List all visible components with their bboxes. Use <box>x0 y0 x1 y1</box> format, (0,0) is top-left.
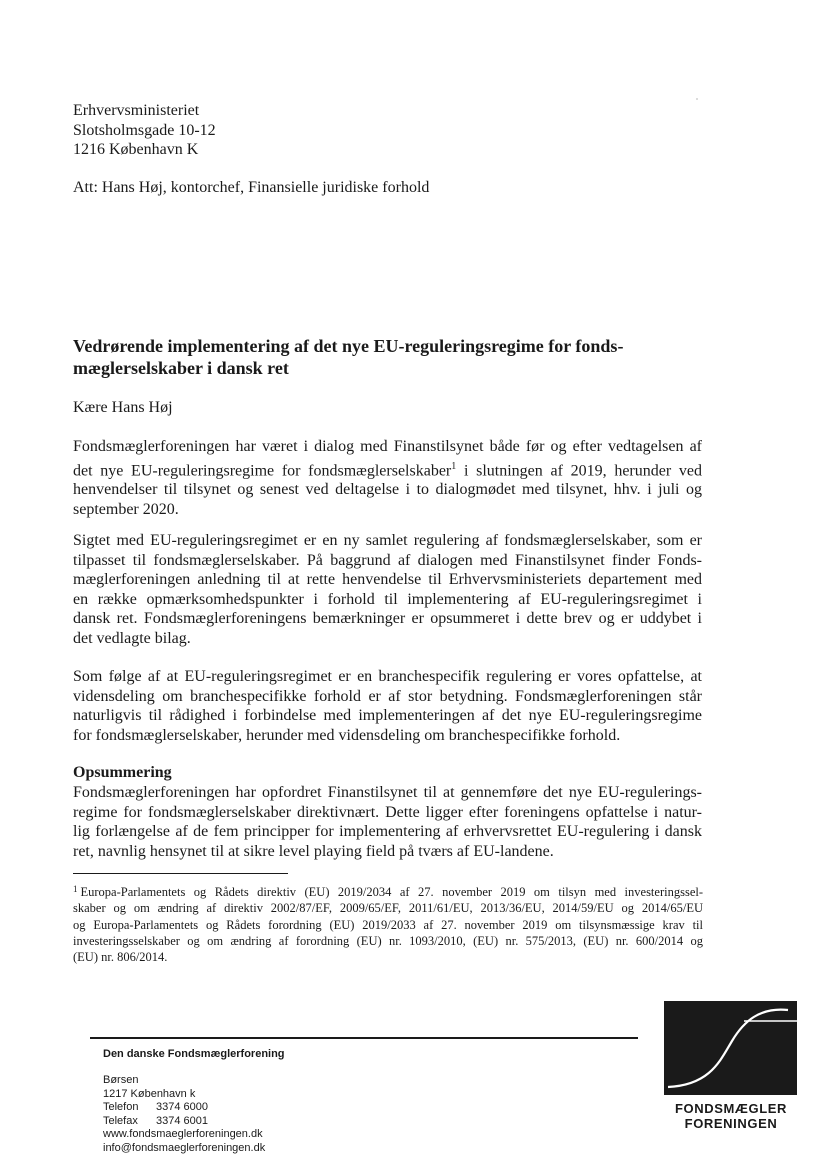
paragraph-line: Fondsmæglerforeningen har opfordret Finanstilsynet til at gennemføre det nye EU-regulerings- <box>73 784 702 801</box>
footer-contact-block <box>103 1074 265 1155</box>
paragraph-line: for fondsmæglerselskaber, herunder med vidensdeling om branchespecifikke forhold. <box>73 726 621 744</box>
paragraph-knowledge-sharing <box>73 667 702 745</box>
paragraph-line: henvendelser til tilsynet og senest ved deltagelse i to dialogmødet med tilsynet, hhv. i juli og <box>73 481 702 499</box>
paragraph-line: regime for fondsmæglerselskaber direktivnært. Dette ligger efter foreningens opfattelse i natur- <box>73 803 702 821</box>
fax-value: 3374 6001 <box>156 1114 208 1127</box>
footnote-line: skaber og om ændring af direktiv 2002/87/EF, 2009/65/EF, 2011/61/EU, 2013/36/EU, 2014/59/EU og 2014/65/EU <box>73 901 703 916</box>
paragraph-line: mæglerforeningen anledning til at rette henvendelse til Erhvervsministeriets departement med <box>73 571 702 588</box>
footnote-line: (EU) nr. 806/2014. <box>73 950 168 965</box>
paragraph-line: en række opmærksomhedspunkter i forhold til implementering af EU-reguleringsregimet i <box>73 590 702 608</box>
paragraph-line: naturligvis til rådighed i forbindelse med implementeringen af det nye EU-reguleringsregime <box>73 707 702 724</box>
footnote <box>73 881 703 965</box>
paragraph-summary <box>73 783 702 861</box>
footnote-line: investeringsselskaber og om ændring af forordning (EU) nr. 1093/2010, (EU) nr. 575/2013, (EU) nr. 600/2014 og <box>73 933 703 948</box>
paragraph-intro <box>73 437 702 519</box>
fondsmaegler-logo-icon <box>664 1001 797 1095</box>
logo-wordmark <box>660 1101 802 1131</box>
paragraph-line: det vedlagte bilag. <box>73 629 191 647</box>
logo-text-line: FONDSMÆGLER <box>674 1101 788 1116</box>
text-before-footnote: det nye EU-reguleringsregime for fondsmæglerselskaber <box>73 461 452 479</box>
paragraph-line: ret, navnlig hensynet til at sikre level playing field på tværs af EU-landene. <box>73 842 554 860</box>
paragraph-line: tilpasset til fondsmæglerselskaber. På baggrund af dialogen med Finanstilsynet finder Fonds- <box>73 551 702 569</box>
salutation: Kære Hans Høj <box>73 399 173 416</box>
footnote-line: og Europa-Parlamentets og Rådets forordning (EU) 2019/2033 af 27. november 2019 om tilsynsmæssige krav til <box>73 917 703 932</box>
phone-label: Telefon <box>103 1101 139 1113</box>
paragraph-line-with-footnote <box>73 457 702 481</box>
footer-email: info@fondsmaeglerforeningen.dk <box>103 1141 266 1154</box>
paragraph-purpose <box>73 531 702 648</box>
text-after-footnote: i slutningen af 2019, herunder ved <box>456 461 703 479</box>
footer-organization-name: Den danske Fondsmæglerforening <box>103 1048 285 1060</box>
scan-speck <box>696 98 698 100</box>
attention-line: Att: Hans Høj, kontorchef, Finansielle juridiske forhold <box>73 179 430 196</box>
footnote-text: Europa-Parlamentets og Rådets direktiv (EU) 2019/2034 af 27. november 2019 om tilsyn med investeringssel- <box>80 885 703 899</box>
paragraph-line: dansk ret. Fondsmæglerforeningens bemærkninger er opsummeret i dette brev og er uddybet i <box>73 610 702 627</box>
phone-value: 3374 6000 <box>156 1101 208 1113</box>
paragraph-line: lig forlængelse af de fem principper for implementering af erhvervsrettet EU-regulering i dansk <box>73 823 702 840</box>
paragraph-line: Som følge af at EU-reguleringsregimet er en branchespecifik regulering er vores opfattelse, at <box>73 668 702 685</box>
footer-phone <box>103 1101 265 1115</box>
footer-address-line: 1217 København k <box>103 1087 196 1100</box>
footer-separator <box>90 1037 638 1039</box>
fax-label: Telefax <box>103 1114 138 1127</box>
subject-line: mæglerselskaber i dansk ret <box>73 357 289 378</box>
recipient-address <box>73 101 216 160</box>
recipient-street: Slotsholmsgade 10-12 <box>73 121 216 139</box>
letter-subject <box>73 336 693 379</box>
footnote-marker: 1 <box>73 884 78 894</box>
footer-website: www.fondsmaeglerforeningen.dk <box>103 1128 263 1140</box>
footnote-reference: 1 <box>451 460 457 472</box>
recipient-name: Erhvervsministeriet <box>73 102 200 119</box>
section-heading-summary: Opsummering <box>73 764 172 781</box>
footer-address-line: Børsen <box>103 1074 139 1086</box>
footnote-separator <box>73 873 288 874</box>
logo-text-line: FORENINGEN <box>684 1116 778 1131</box>
paragraph-line: september 2020. <box>73 500 179 518</box>
footer-fax <box>103 1115 265 1129</box>
recipient-city: 1216 København K <box>73 141 199 158</box>
subject-line: Vedrørende implementering af det nye EU-reguleringsregime for fonds- <box>73 336 624 356</box>
paragraph-line: vidensdeling om branchespecifikke forhold er af stor betydning. Fondsmæglerforeningen står <box>73 687 702 705</box>
footnote-line <box>73 881 703 900</box>
paragraph-line: Fondsmæglerforeningen har været i dialog med Finanstilsynet både før og efter vedtagelsen af <box>73 438 702 455</box>
paragraph-line: Sigtet med EU-reguleringsregimet er en ny samlet regulering af fondsmæglerselskaber, som er <box>73 532 702 549</box>
